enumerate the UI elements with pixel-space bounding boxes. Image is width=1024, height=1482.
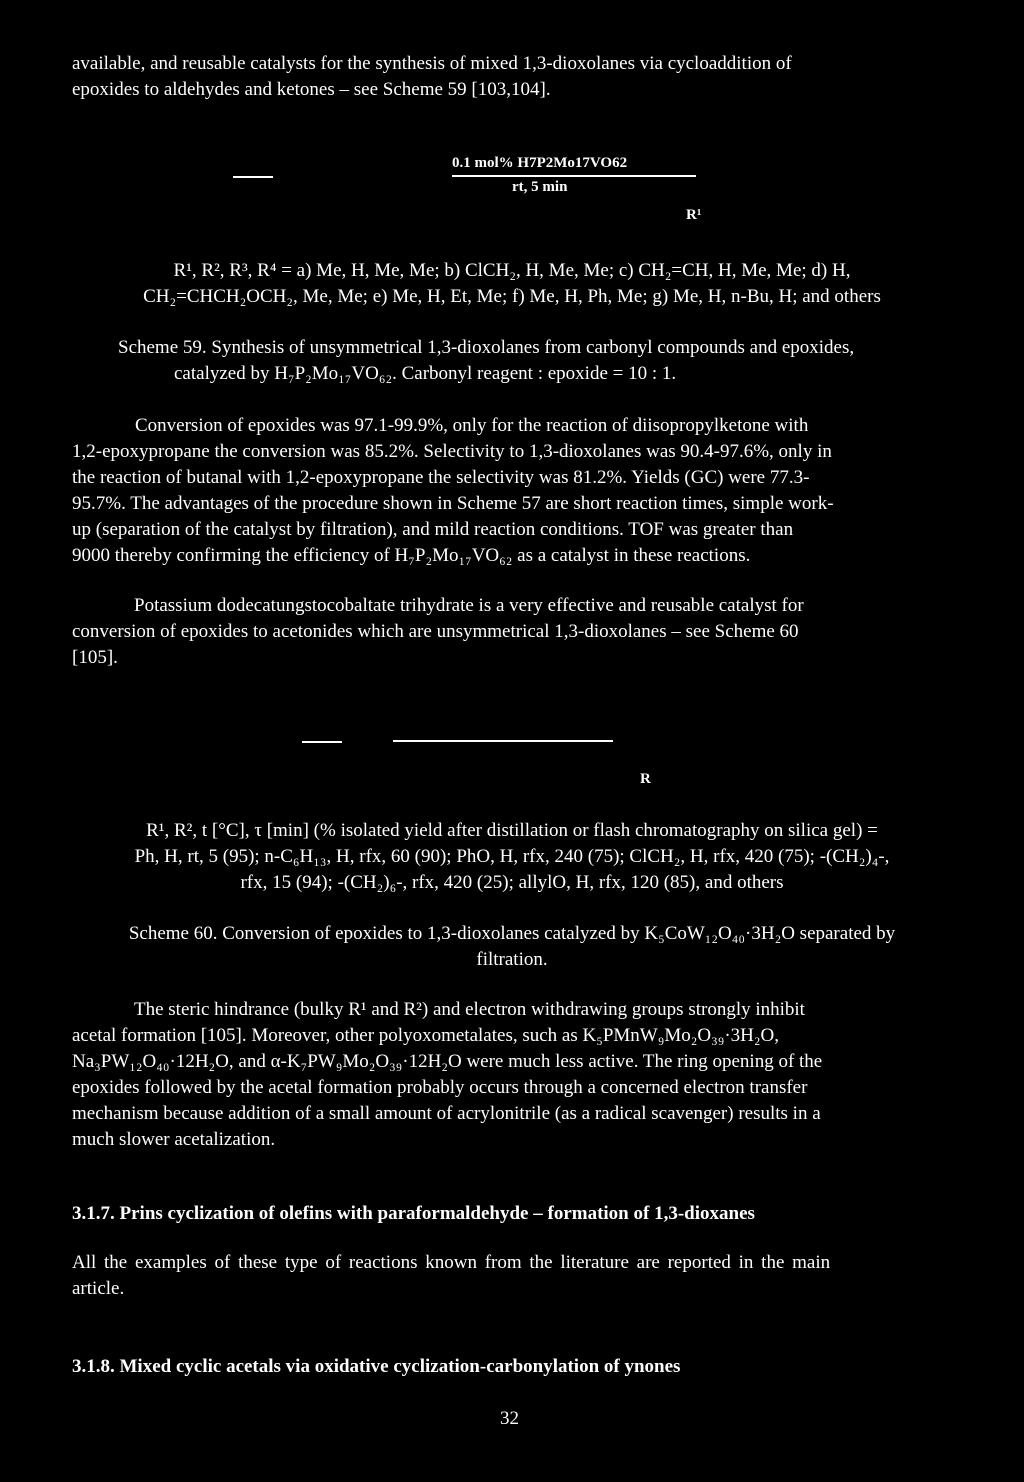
para1-line-5: up (separation of the catalyst by filtration), and mild reaction conditions. TOF was greater than bbox=[72, 519, 794, 540]
scheme59-caption bbox=[118, 335, 978, 387]
para1-line-1: Conversion of epoxides was 97.1-99.9%, only for the reaction of diisopropylketone with bbox=[135, 415, 809, 436]
scheme59-reagent: 0.1 mol% H7P2Mo17VO62 bbox=[452, 155, 628, 171]
scheme59-legend-line-2: CH₂=CHCH₂OCH₂, Me, Me; e) Me, H, Et, Me; f) Me, H, Ph, Me; g) Me, H, n-Bu, H; and others bbox=[143, 286, 881, 307]
paragraph-potassium bbox=[72, 593, 956, 671]
scheme59-reaction-arrow bbox=[452, 175, 696, 177]
para3-line-1: The steric hindrance (bulky R¹ and R²) and electron withdrawing groups strongly inhibit bbox=[134, 999, 805, 1020]
scheme59-condition: rt, 5 min bbox=[512, 179, 568, 195]
page-number: 32 bbox=[500, 1408, 519, 1429]
para3-line-5: mechanism because addition of a small amount of acrylonitrile (as a radical scavenger) results in a bbox=[72, 1103, 821, 1124]
scheme59-legend bbox=[40, 258, 984, 310]
scheme60-short-line bbox=[302, 741, 342, 743]
intro-paragraph bbox=[72, 51, 956, 103]
para2-line-1: Potassium dodecatungstocobaltate trihydrate is a very effective and reusable catalyst for bbox=[134, 595, 804, 616]
scheme60-caption-line-1: Scheme 60. Conversion of epoxides to 1,3-dioxolanes catalyzed by K₅CoW₁₂O₄₀·3H₂O separated by bbox=[128, 923, 896, 944]
para3-line-2: acetal formation [105]. Moreover, other polyoxometalates, such as K₅PMnW₉Mo₂O₃₉·3H₂O, bbox=[72, 1025, 779, 1046]
intro-line-2: epoxides to aldehydes and ketones – see Scheme 59 [103,104]. bbox=[72, 79, 551, 100]
scheme60-reaction-arrow bbox=[393, 740, 613, 742]
para1-line-6: 9000 thereby confirming the efficiency of H₇P₂Mo₁₇VO₆₂ as a catalyst in these reactions. bbox=[72, 545, 751, 566]
para1-line-2: 1,2-epoxypropane the conversion was 85.2%. Selectivity to 1,3-dioxolanes was 90.4-97.6%, only in bbox=[72, 441, 832, 462]
section-3-1-7-body bbox=[72, 1250, 956, 1302]
para3-line-6: much slower acetalization. bbox=[72, 1129, 276, 1150]
section-3-1-8-heading: 3.1.8. Mixed cyclic acetals via oxidative cyclization-carbonylation of ynones bbox=[72, 1356, 681, 1377]
section317-line-1: All the examples of these type of reactions known from the literature are reported in the main bbox=[72, 1252, 831, 1273]
scheme60-caption bbox=[40, 921, 984, 973]
para2-line-2: conversion of epoxides to acetonides which are unsymmetrical 1,3-dioxolanes – see Scheme 60 bbox=[72, 621, 799, 642]
intro-line-1: available, and reusable catalysts for the synthesis of mixed 1,3-dioxolanes via cycloaddition of bbox=[72, 53, 792, 74]
scheme59-short-line bbox=[233, 176, 273, 178]
para2-line-3: [105]. bbox=[72, 647, 118, 668]
scheme59-caption-line-1: Scheme 59. Synthesis of unsymmetrical 1,3-dioxolanes from carbonyl compounds and epoxides, bbox=[118, 337, 855, 358]
paragraph-steric bbox=[72, 997, 956, 1153]
scheme60-legend-line-3: rfx, 15 (94); -(CH₂)₆-, rfx, 420 (25); allylO, H, rfx, 120 (85), and others bbox=[240, 872, 784, 893]
scheme59-caption-line-2: catalyzed by H₇P₂Mo₁₇VO₆₂. Carbonyl reagent : epoxide = 10 : 1. bbox=[174, 363, 677, 384]
scheme60-legend bbox=[40, 818, 984, 896]
para1-line-4: 95.7%. The advantages of the procedure shown in Scheme 57 are short reaction times, simple work- bbox=[72, 493, 834, 514]
scheme60-legend-line-2: Ph, H, rt, 5 (95); n-C₆H₁₃, H, rfx, 60 (90); PhO, H, rfx, 240 (75); ClCH₂, H, rfx, 420 (75); -(CH₂)₄-, bbox=[134, 846, 890, 867]
section-3-1-7-heading: 3.1.7. Prins cyclization of olefins with paraformaldehyde – formation of 1,3-dioxanes bbox=[72, 1203, 755, 1224]
paragraph-conversion bbox=[72, 413, 956, 569]
para3-line-4: epoxides followed by the acetal formation probably occurs through a concerned electron transfer bbox=[72, 1077, 808, 1098]
scheme59-r-label: R¹ bbox=[686, 207, 702, 223]
scheme60-legend-line-1: R¹, R², t [°C], τ [min] (% isolated yield after distillation or flash chromatography on silica gel) = bbox=[146, 820, 878, 841]
scheme60-caption-line-2: filtration. bbox=[476, 949, 548, 970]
para3-line-3: Na₃PW₁₂O₄₀·12H₂O, and α-K₇PW₉Mo₂O₃₉·12H₂O were much less active. The ring opening of the bbox=[72, 1051, 823, 1072]
scheme60-r-label: R bbox=[640, 771, 651, 787]
para1-line-3: the reaction of butanal with 1,2-epoxypropane the selectivity was 81.2%. Yields (GC) were 77.3- bbox=[72, 467, 810, 488]
section317-line-2: article. bbox=[72, 1278, 125, 1299]
scheme59-legend-line-1: R¹, R², R³, R⁴ = a) Me, H, Me, Me; b) ClCH₂, H, Me, Me; c) CH₂=CH, H, Me, Me; d) H, bbox=[173, 260, 851, 281]
